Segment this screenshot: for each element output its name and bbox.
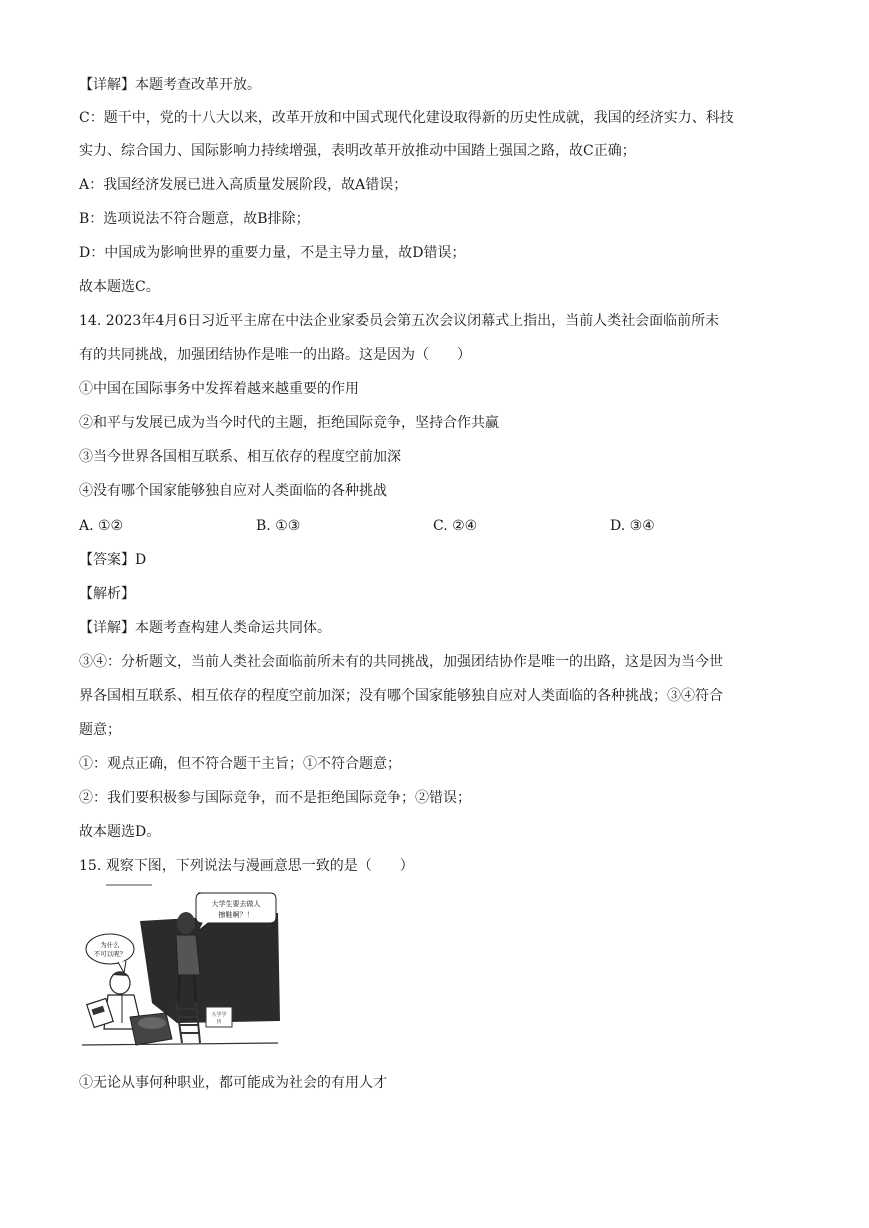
ladder-sign-text: 历	[216, 1019, 222, 1025]
answer-line: 【答案】D	[79, 552, 147, 568]
option-c: C. ②④	[433, 518, 478, 534]
text-line: ②：我们要积极参与国际竞争，而不是拒绝国际竞争；②错误；	[79, 790, 471, 806]
statement-2: ②和平与发展已成为当今时代的主题，拒绝国际竞争，坚持合作共赢	[79, 415, 499, 431]
text-line: 故本题选D。	[79, 824, 161, 840]
text-line: ③④：分析题文，当前人类社会面临前所未有的共同挑战，加强团结协作是唯一的出路，这是因为当今世	[79, 654, 723, 670]
statement-1: ①无论从事何种职业，都可能成为社会的有用人才	[79, 1075, 387, 1091]
analysis-heading: 【解析】	[79, 586, 135, 602]
text-line: 【详解】本题考查构建人类命运共同体。	[79, 620, 331, 636]
question-15-stem: 15. 观察下图，下列说法与漫画意思一致的是（ ）	[79, 858, 414, 874]
text-line: 界各国相互联系、相互依存的程度空前加深；没有哪个国家能够独自应对人类面临的各种挑战；③④符合	[79, 688, 723, 704]
text-line: 故本题选C。	[79, 279, 160, 295]
cartoon-illustration	[82, 883, 284, 1053]
statement-3: ③当今世界各国相互联系、相互依存的程度空前加深	[79, 449, 401, 465]
text-line: 【详解】本题考查改革开放。	[79, 77, 261, 93]
text-line: B：选项说法不符合题意，故B排除；	[79, 211, 310, 227]
text-line: C：题干中，党的十八大以来，改革开放和中国式现代化建设取得新的历史性成就，我国的经济实力、科技	[79, 110, 734, 126]
text-line: A：我国经济发展已进入高质量发展阶段，故A错误；	[79, 177, 408, 193]
speech-bubble-left-text: 不可以呢？	[93, 950, 127, 958]
statement-4: ④没有哪个国家能够独自应对人类面临的各种挑战	[79, 483, 387, 499]
option-a: A. ①②	[79, 518, 124, 534]
question-14-stem: 14. 2023年4月6日习近平主席在中法企业家委员会第五次会议闭幕式上指出，当前人类社会面临前所未	[79, 313, 720, 329]
speech-bubble-left-text: 为什么	[100, 941, 120, 949]
question-14-stem: 有的共同挑战，加强团结协作是唯一的出路。这是因为（ ）	[79, 347, 471, 363]
text-line: D：中国成为影响世界的重要力量，不是主导力量，故D错误；	[79, 245, 466, 261]
text-line: 实力、综合国力、国际影响力持续增强，表明改革开放推动中国踏上强国之路，故C正确；	[79, 143, 636, 159]
text-line: ①：观点正确，但不符合题干主旨；①不符合题意；	[79, 756, 401, 772]
speech-bubble-right-text: 擦鞋啊？！	[218, 911, 254, 919]
speech-bubble-right-text: 大学生要去做人	[211, 900, 261, 908]
text-line: 题意；	[79, 722, 121, 738]
option-d: D. ③④	[610, 518, 655, 534]
option-b: B. ①③	[256, 518, 301, 534]
ladder-sign-text: 大学学	[211, 1012, 227, 1018]
statement-1: ①中国在国际事务中发挥着越来越重要的作用	[79, 381, 359, 397]
